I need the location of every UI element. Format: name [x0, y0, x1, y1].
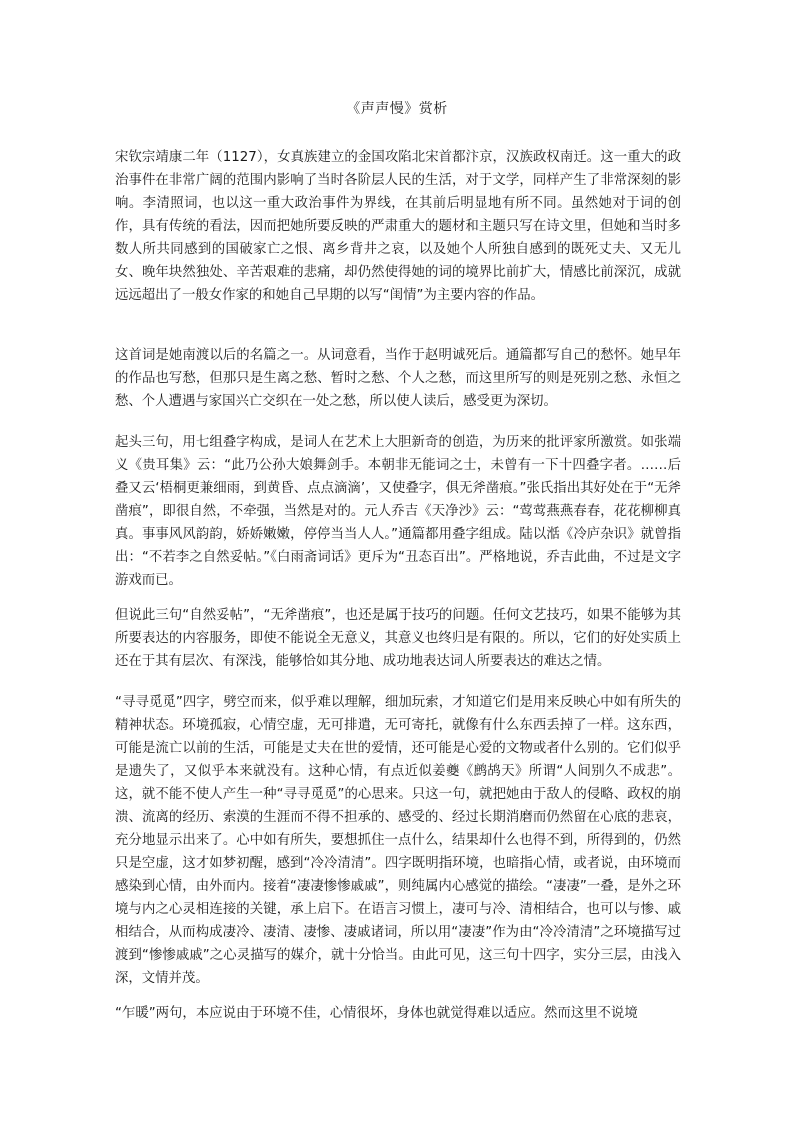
document-title: 《声声慢》赏析 [346, 101, 448, 117]
paragraph-historical-background: 宋钦宗靖康二年（1127），女真族建立的金国攻陷北宋首都汴京，汉族政权南迁。这一重大的政治事件在非常广阔的范围内影响了当时各阶层人民的生活，对于文学，同样产生了非常深刻的影响。李清照词，也以这一重大政治事件为界线，在其前后明显地有所不同。虽然她对于词的创作，具有传统的看法，因而把她所要反映的严肃重大的题材和主题只写在诗文里，但她和当时多数人所共同感到的国破家亡之恨、离乡背井之哀，以及她个人所独自感到的既死丈夫、又无儿女、晚年块然独处、辛苦艰难的悲痛，却仍然使得她的词的境界比前扩大，情感比前深沉，成就远远超出了一般女作家的和她自己早期的以写“闺情”为主要内容的作品。 [115, 150, 681, 303]
paragraph-technique: 但说此三句“自然妥帖”，“无斧凿痕”，也还是属于技巧的问题。任何文艺技巧，如果不能够为其所要表达的内容服务，即使不能说全无意义，其意义也终归是有限的。所以，它们的好处实质上还在于其有层次、有深浅，能够恰如其分地、成功地表达词人所要表达的难达之情。 [115, 608, 681, 669]
paragraph-xunxun-mimi: “寻寻觅觅”四字，劈空而来，似乎难以理解，细加玩索，才知道它们是用来反映心中如有所失的精神状态。环境孤寂，心情空虚，无可排遣，无可寄托，就像有什么东西丢掉了一样。这东西，可能是流亡以前的生活，可能是丈夫在世的爱情，还可能是心爱的文物或者什么别的。它们似乎是遗失了，又似乎本来就没有。这种心情，有点近似姜夔《鹧鸪天》所谓“人间别久不成悲”。这，就不能不使人产生一种“寻寻觅觅”的心思来。只这一句，就把她由于敌人的侵略、政权的崩溃、流离的经历、索漠的生涯而不得不担承的、感受的、经过长期消磨而仍然留在心底的悲哀，充分地显示出来了。心中如有所失，要想抓住一点什么，结果却什么也得不到，所得到的，仍然只是空虚，这才如梦初醒，感到“冷冷清清”。四字既明指环境，也暗指心情，或者说，由环境而感染到心情，由外而内。接着“凄凄惨惨戚戚”，则纯属内心感觉的描绘。“凄凄”一叠，是外之环境与内之心灵相连接的关键，承上启下。在语言习惯上，凄可与冷、清相结合，也可以与惨、戚相结合，从而构成凄冷、凄清、凄惨、凄戚诸词，所以用“凄凄”作为由“冷冷清清”之环境描写过渡到“惨惨戚戚”之心灵描写的媒介，就十分恰当。由此可见，这三句十四字，实分三层，由浅入深，文情并茂。 [115, 695, 681, 986]
paragraph-famous-work: 这首词是她南渡以后的名篇之一。从词意看，当作于赵明诚死后。通篇都写自己的愁怀。她早年的作品也写愁，但那只是生离之愁、暂时之愁、个人之愁，而这里所写的则是死别之愁、永恒之愁、个人遭遇与家国兴亡交织在一处之愁，所以使人读后，感受更为深切。 [115, 348, 681, 409]
paragraph-zha-nuan: “乍暖”两句，本应说由于环境不佳，心情很坏，身体也就觉得难以适应。然而这里不说境 [115, 1006, 638, 1021]
paragraph-repeated-characters: 起头三句，用七组叠字构成，是词人在艺术上大胆新奇的创造，为历来的批评家所激赏。如张端义《贵耳集》云：“此乃公孙大娘舞剑手。本朝非无能词之士，未曾有一下十四叠字者。……后叠又云‘梧桐更兼细雨，到黄昏、点点滴滴’，又使叠字，俱无斧凿痕。”张氏指出其好处在于“无斧凿痕”，即很自然，不牵强，当然是对的。元人乔吉《天净沙》云：“莺莺燕燕春春，花花柳柳真真。事事风风韵韵，娇娇嫩嫩，停停当当人人。”通篇都用叠字组成。陆以湉《冷庐杂识》就曾指出：“不若李之自然妥帖。”《白雨斋词话》更斥为“丑态百出”。严格地说，乔吉此曲，不过是文字游戏而已。 [115, 435, 681, 588]
